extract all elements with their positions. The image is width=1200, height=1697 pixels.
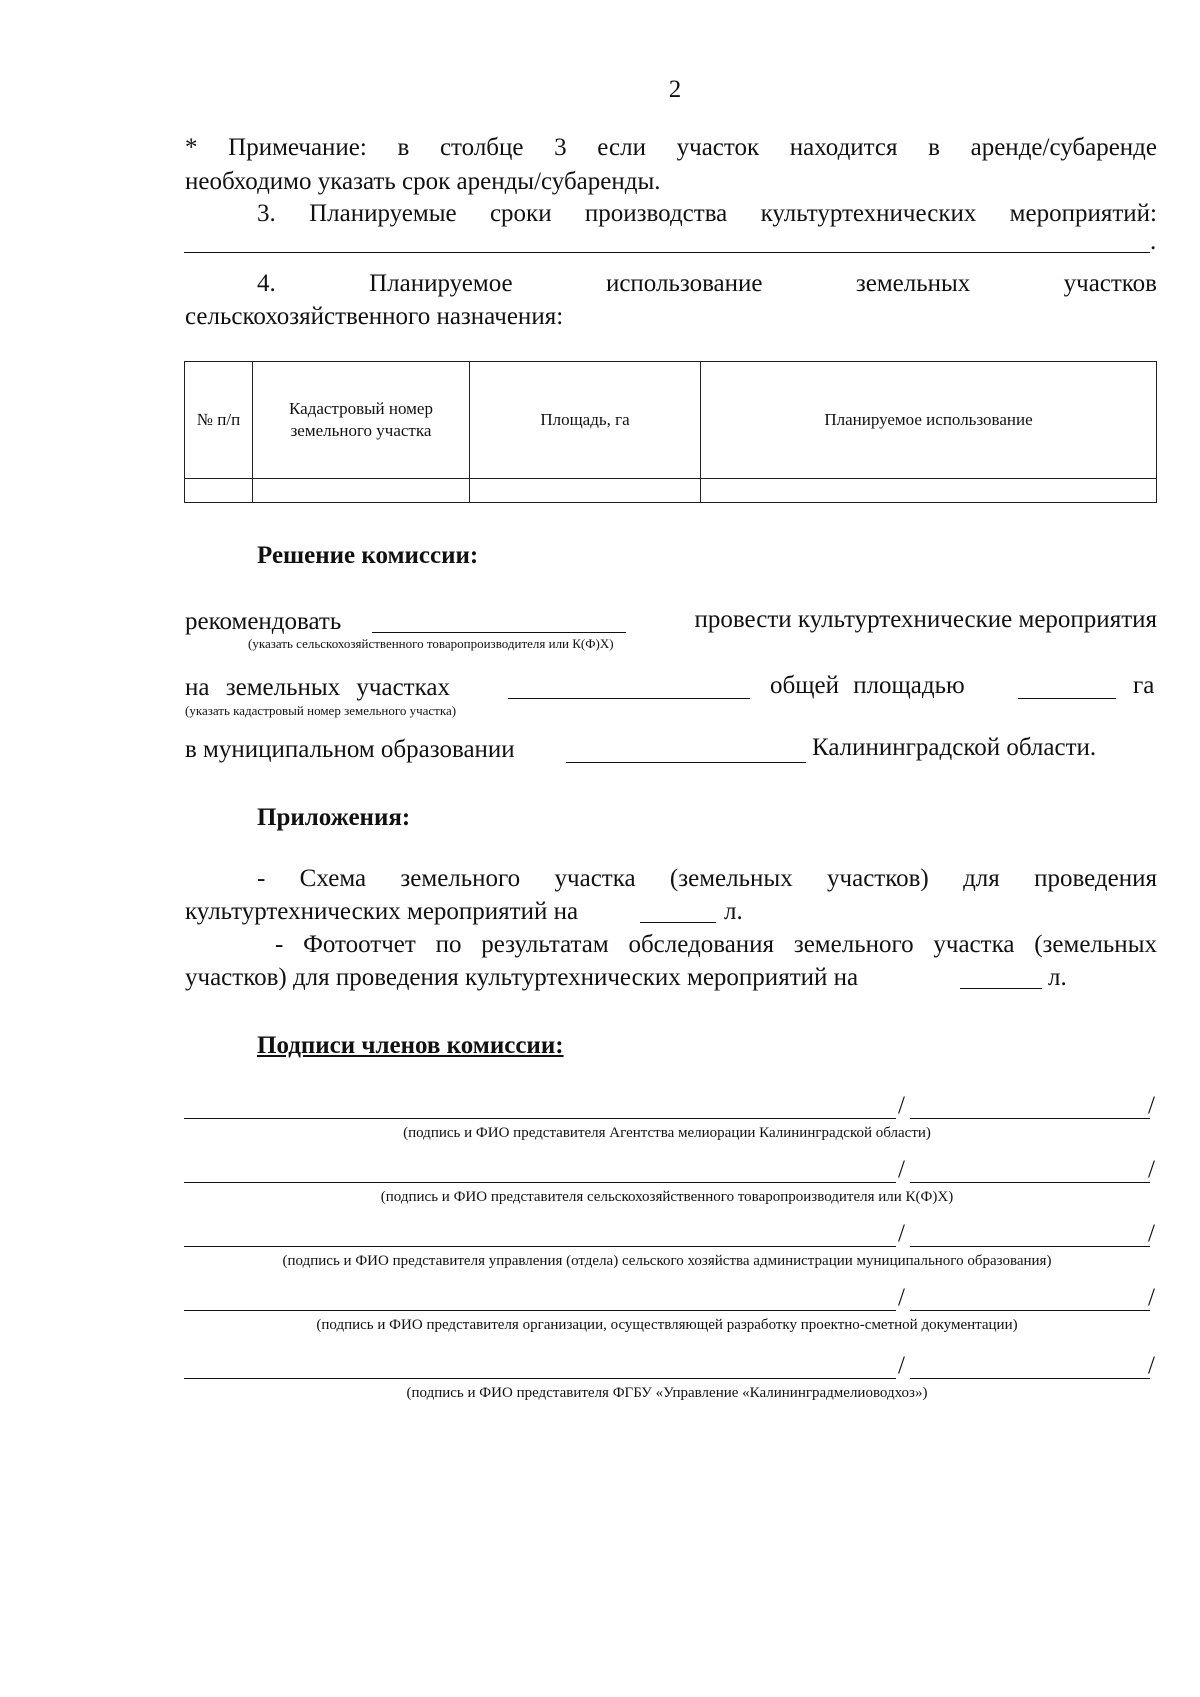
appendix-2-line-2: участков) для проведения культуртехнических мероприятий на [185, 964, 859, 991]
table-cell [470, 479, 701, 503]
table-header-number: № п/п [185, 362, 253, 479]
appendix-1-line-2: культуртехнических мероприятий на [185, 898, 579, 925]
recommend-blank-line [372, 632, 626, 633]
table-header-row [185, 362, 1157, 479]
recommend-caption: (указать сельскохозяйственного товаропроизводителя или К(Ф)Х) [248, 636, 614, 651]
appendix-1-blank-line [640, 922, 716, 923]
name-line [910, 1246, 1150, 1247]
table-cell [185, 479, 253, 503]
signatures-title: Подписи членов комиссии: [257, 1032, 564, 1059]
region-text: Калининградской области. [812, 734, 1097, 761]
recommend-label: рекомендовать [185, 608, 342, 635]
item-3-end-mark: . [1150, 228, 1157, 255]
signature-line [184, 1310, 896, 1311]
signature-slash: / [898, 1092, 905, 1119]
item-4-line-2: сельскохозяйственного назначения: [185, 303, 564, 330]
municipality-label: в муниципальном образовании [185, 736, 515, 763]
area-unit: га [1133, 672, 1155, 699]
plots-blank-line [508, 698, 750, 699]
appendix-2-line-1: - Фотоотчет по результатам обследования земельного участка (земельных [275, 931, 1157, 958]
decision-title: Решение комиссии: [257, 542, 479, 569]
planned-use-table [184, 361, 1157, 503]
signature-slash: / [1148, 1156, 1155, 1183]
appendix-2-unit: л. [1048, 964, 1067, 991]
table-cell [253, 479, 470, 503]
signature-slash: / [898, 1284, 905, 1311]
signature-line [184, 1246, 896, 1247]
signature-slash: / [898, 1220, 905, 1247]
item-3-text: 3. Планируемые сроки производства культуртехнических мероприятий: [257, 200, 1157, 227]
appendix-1-unit: л. [724, 898, 743, 925]
signature-slash: / [1148, 1092, 1155, 1119]
table-header-cadastral: Кадастровый номер земельного участка [253, 362, 470, 479]
signature-slash: / [1148, 1352, 1155, 1379]
signature-slash: / [898, 1352, 905, 1379]
table-row [185, 479, 1157, 503]
appendix-2-blank-line [960, 988, 1042, 989]
note-line-2: необходимо указать срок аренды/субаренды. [185, 168, 661, 195]
name-line [910, 1118, 1150, 1119]
item-4-line-1: 4. Планируемое использование земельных участков [257, 270, 1157, 297]
signature-slash: / [1148, 1220, 1155, 1247]
signature-caption: (подпись и ФИО представителя управления (отдела) сельского хозяйства администрации муниципального образования) [282, 1253, 1052, 1269]
area-label: общей площадью [770, 672, 965, 699]
area-blank-line [1018, 698, 1116, 699]
signature-slash: / [898, 1156, 905, 1183]
table-header-area: Площадь, га [470, 362, 701, 479]
name-line [910, 1310, 1150, 1311]
table-header-planned-use: Планируемое использование [701, 362, 1157, 479]
signature-caption: (подпись и ФИО представителя организации, осуществляющей разработку проектно-сметной документации) [316, 1317, 1018, 1333]
signature-caption: (подпись и ФИО представителя сельскохозяйственного товаропроизводителя или К(Ф)Х) [380, 1189, 954, 1205]
signature-slash: / [1148, 1284, 1155, 1311]
signature-caption: (подпись и ФИО представителя ФГБУ «Управление «Калининградмелиоводхоз») [406, 1385, 928, 1401]
municipality-blank-line [566, 762, 806, 763]
plots-label: на земельных участках [185, 674, 450, 701]
signature-line [184, 1378, 896, 1379]
signature-caption: (подпись и ФИО представителя Агентства мелиорации Калининградской области) [403, 1125, 931, 1141]
appendix-1-line-1: - Схема земельного участка (земельных участков) для проведения [257, 865, 1157, 892]
plots-caption: (указать кадастровый номер земельного участка) [185, 703, 457, 718]
name-line [910, 1378, 1150, 1379]
note-line-1: * Примечание: в столбце 3 если участок находится в аренде/субаренде [185, 134, 1157, 161]
item-3-blank-line [184, 252, 1150, 253]
signature-line [184, 1118, 896, 1119]
recommend-text: провести культуртехнические мероприятия [694, 606, 1157, 633]
appendices-title: Приложения: [257, 804, 411, 831]
page-number: 2 [668, 76, 682, 103]
table-cell [701, 479, 1157, 503]
name-line [910, 1182, 1150, 1183]
signature-line [184, 1182, 896, 1183]
